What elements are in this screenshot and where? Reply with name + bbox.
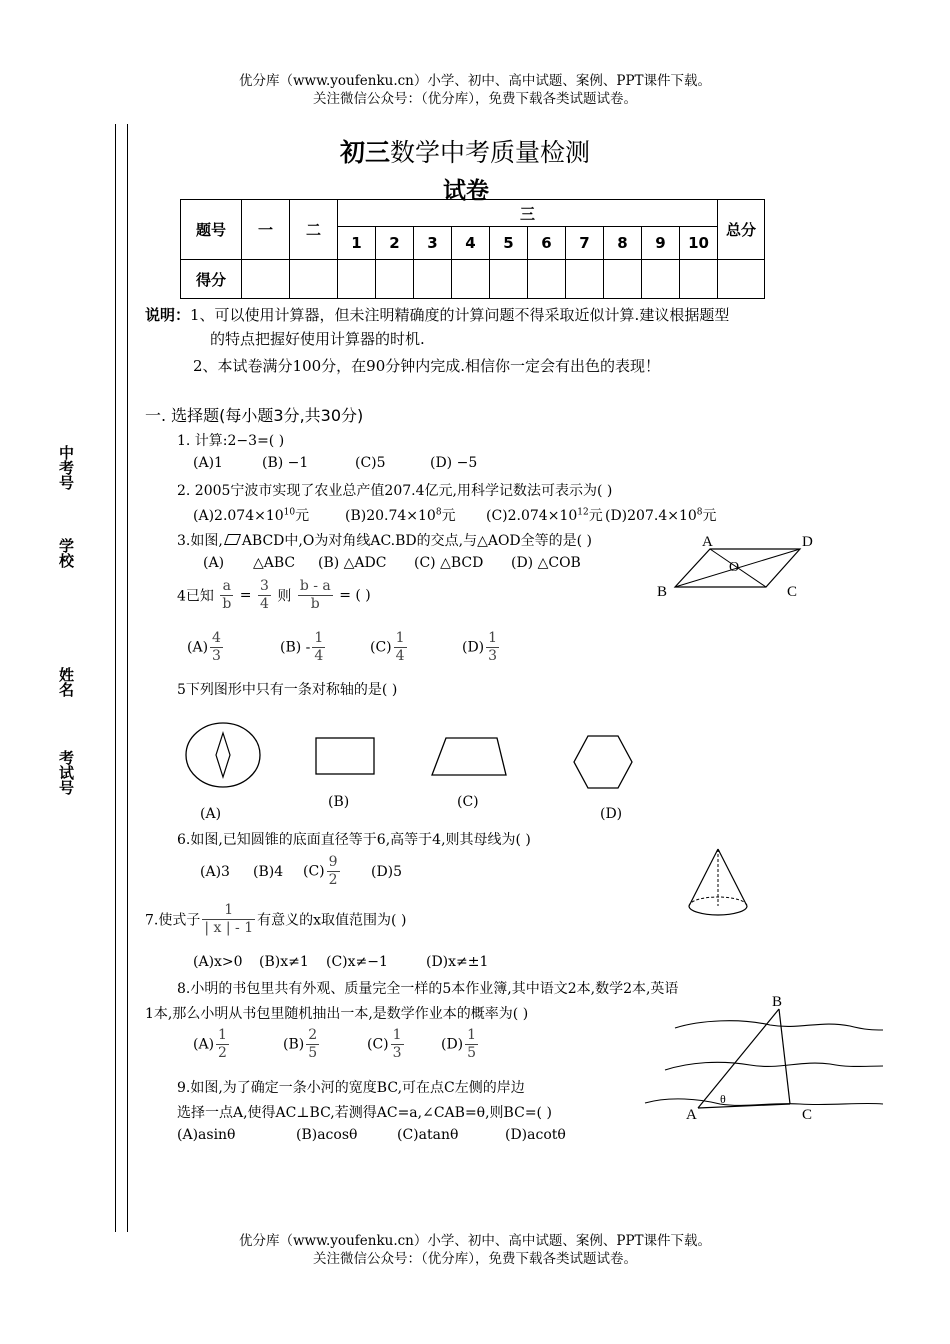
q6-option-b[interactable]: (B)4 (253, 864, 284, 880)
q9-option-a[interactable]: (A)asinθ (177, 1127, 236, 1143)
subcol: 8 (604, 227, 642, 260)
q3-option-a[interactable]: (A) (203, 555, 225, 571)
q3-option-b[interactable]: (B) △ADC (318, 555, 387, 571)
q5-stem: 5下列图形中只有一条对称轴的是( ) (177, 682, 398, 698)
q8-option-d[interactable]: (D) $\frac{1}{5}$ (441, 1027, 477, 1061)
q2-stem: 2. 2005宁波市实现了农业总产值207.4亿元,用科学记数法可表示为( ) (177, 483, 613, 499)
col-total: 总分 (718, 200, 765, 260)
footer-line-1: 优分库（www.youfenku.cn）小学、初中、高中试题、案例、PPT课件下载。 (238, 1233, 712, 1249)
q8-option-b[interactable]: (B) $\frac{2}{5}$ (283, 1027, 318, 1061)
q4-option-a[interactable]: (A) $\frac{4}{3}$ (187, 630, 221, 664)
label-a: A (702, 534, 713, 550)
side-label-school: 学校 (57, 538, 75, 568)
col-section-3: 三 (338, 200, 718, 227)
q7-option-c[interactable]: (C)x≠−1 (326, 954, 388, 970)
footer-line-2: 关注微信公众号：（优分库），免费下载各类试题试卷。 (313, 1251, 637, 1267)
row-label-score: 得分 (181, 260, 242, 299)
q4-option-c[interactable]: (C) $\frac{1}{4}$ (370, 630, 405, 664)
side-label-name: 姓名 (57, 667, 75, 697)
subcol: 3 (414, 227, 452, 260)
row-label-question: 题号 (181, 200, 242, 260)
q7-option-a[interactable]: (A)x>0 (193, 954, 243, 970)
q5-option-d[interactable]: (D) (600, 806, 623, 822)
fraction: $\frac{1}{| x | - 1}$ (204, 902, 254, 936)
fraction: $\frac{b - a}{b}$ (299, 578, 331, 612)
q7-stem: 7.使式子 $\frac{1}{| x | - 1}$ 有意义的x取值范围为( ) (145, 902, 407, 936)
label-o: O (729, 560, 740, 575)
q6-option-a[interactable]: (A)3 (200, 864, 230, 880)
q8-option-a[interactable]: (A) $\frac{1}{2}$ (193, 1027, 227, 1061)
q4-stem: 4已知 $\frac{a}{b}$ = $\frac{3}{4}$ 则 $\frac{b - a}{b}$ = ( ) (177, 578, 371, 612)
title-bold: 初三 (340, 138, 391, 167)
fraction: $\frac{3}{4}$ (259, 578, 269, 612)
col-section-1: 一 (242, 200, 290, 260)
q1-stem: 1. 计算:2−3=( ) (177, 433, 285, 449)
subcol: 10 (680, 227, 718, 260)
side-label-id: 考试号 (57, 750, 75, 795)
q2-option-b[interactable]: $(B)20.74\times 10^8$元 (345, 507, 456, 524)
label-d: D (802, 534, 813, 550)
q4-option-d[interactable]: (D) $\frac{1}{3}$ (462, 630, 498, 664)
q6-option-d[interactable]: (D)5 (371, 864, 403, 880)
label-b: B (657, 584, 668, 600)
q1-option-d[interactable]: (D) −5 (430, 455, 478, 471)
subcol: 7 (566, 227, 604, 260)
q7-option-d[interactable]: (D)x≠±1 (426, 954, 489, 970)
q1-option-b[interactable]: (B) −1 (262, 455, 309, 471)
q6-option-c[interactable]: (C) $\frac{9}{2}$ (303, 854, 338, 888)
header-line-1: 优分库（www.youfenku.cn）小学、初中、高中试题、案例、PPT课件下载。 (238, 73, 712, 89)
note-1-cont: 的特点把握好使用计算器的时机. (210, 330, 425, 348)
q7-option-b[interactable]: (B)x≠1 (259, 954, 309, 970)
label-c: C (802, 1107, 813, 1123)
q3-stem: 3.如图, ABCD中,O为对角线AC.BD的交点,与△AOD全等的是( ) (177, 533, 593, 549)
q9-line-2: 选择一点A,使得AC⊥BC,若测得AC=a,∠CAB=θ,则BC=( ) (177, 1105, 552, 1121)
q5-option-c[interactable]: (C) (457, 794, 479, 810)
q6-stem: 6.如图,已知圆锥的底面直径等于6,高等于4,则其母线为( ) (177, 832, 531, 848)
q4-option-b[interactable]: (B) - $\frac{1}{4}$ (280, 630, 324, 664)
q9-option-c[interactable]: (C)atanθ (397, 1127, 459, 1143)
note-label: 说明： (145, 306, 191, 324)
q1-option-a[interactable]: (A)1 (193, 455, 223, 471)
q3-option-d[interactable]: (D) △COB (511, 555, 581, 571)
label-a: A (686, 1107, 697, 1123)
label-c: C (787, 584, 798, 600)
q9-line-1: 9.如图,为了确定一条小河的宽度BC,可在点C左侧的岸边 (177, 1080, 525, 1096)
fraction: $\frac{a}{b}$ (222, 578, 232, 612)
subcol: 1 (338, 227, 376, 260)
q9-option-b[interactable]: (B)acosθ (296, 1127, 358, 1143)
subcol: 2 (376, 227, 414, 260)
q2-option-c[interactable]: $(C)2.074\times 10^{12}$元 (486, 507, 603, 524)
label-b: B (772, 994, 783, 1010)
q8-line-2: 1本,那么小明从书包里随机抽出一本,是数学作业本的概率为( ) (145, 1006, 529, 1022)
subcol: 6 (528, 227, 566, 260)
label-theta: θ (720, 1092, 726, 1106)
header-line-2: 关注微信公众号：（优分库），免费下载各类试题试卷。 (313, 91, 637, 107)
q3-option-c[interactable]: (C) △BCD (414, 555, 484, 571)
q8-option-c[interactable]: (C) $\frac{1}{3}$ (367, 1027, 402, 1061)
page-subtitle: 试卷 (443, 177, 489, 204)
note-1-text: 1、可以使用计算器，但未注明精确度的计算问题不得采取近似计算.建议根据题型 (190, 306, 730, 324)
q2-option-d[interactable]: $(D)207.4\times 10^8$元 (605, 507, 717, 524)
q1-option-c[interactable]: (C)5 (355, 455, 386, 471)
q5-option-a[interactable]: (A) (200, 806, 222, 822)
title-rest: 数学中考质量检测 (390, 138, 591, 167)
q3-option-a-value: △ABC (253, 555, 296, 571)
side-label-exam-number: 中考号 (57, 445, 75, 490)
q5-option-b[interactable]: (B) (328, 794, 350, 810)
q9-option-d[interactable]: (D)acotθ (505, 1127, 566, 1143)
note-2: 2、本试卷满分100分，在90分钟内完成.相信你一定会有出色的表现！ (193, 357, 661, 375)
subcol: 9 (642, 227, 680, 260)
subcol: 4 (452, 227, 490, 260)
q8-line-1: 8.小明的书包里共有外观、质量完全一样的5本作业簿,其中语文2本,数学2本,英语 (177, 981, 679, 997)
q2-option-a[interactable]: $(A)2.074\times 10^{10}$元 (193, 507, 310, 524)
col-section-2: 二 (290, 200, 338, 260)
subcol: 5 (490, 227, 528, 260)
section-heading: 一. 选择题(每小题3分,共30分) (145, 406, 364, 425)
